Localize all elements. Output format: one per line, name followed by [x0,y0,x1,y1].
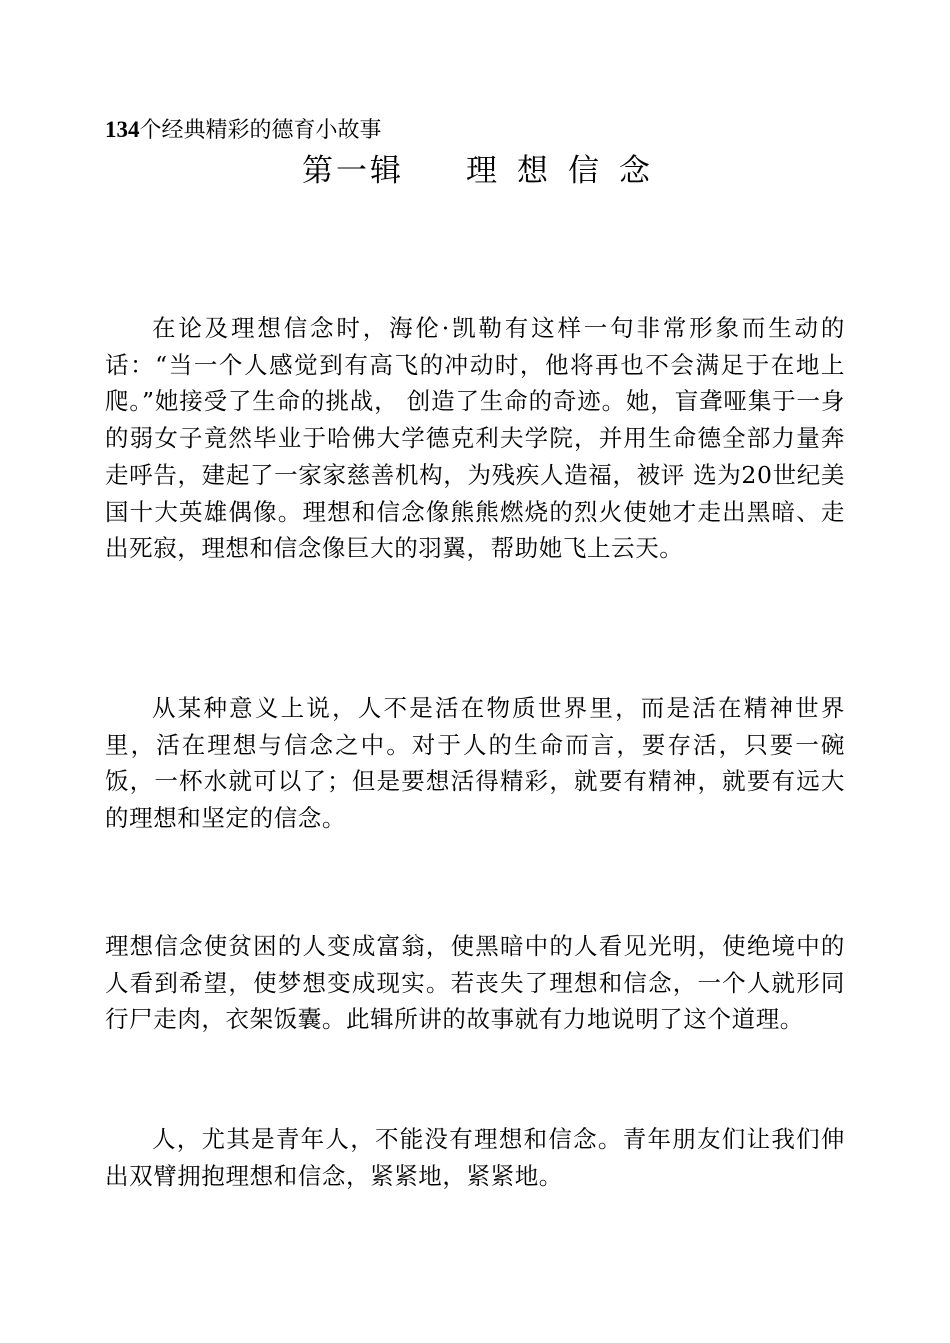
chapter-title [302,150,670,192]
series-title-number: 134 [105,117,140,142]
intro-paragraph-3: 理想信念使贫困的人变成富翁，使黑暗中的人看见光明，使绝境中的人看到希望，使梦想变成现实。若丧失了理想和信念，一个人就形同行尸走肉，衣架饭囊。此辑所讲的故事就有力地说明了这个道理。 [105,932,845,1034]
series-title [105,117,382,144]
series-title-text: 个经典精彩的德育小故事 [139,118,382,143]
intro-paragraph-4: 人，尤其是青年人，不能没有理想和信念。青年朋友们让我们伸出双臂拥抱理想和信念，紧紧地，紧紧地。 [105,1125,845,1190]
intro-paragraph-2: 从某种意义上说，人不是活在物质世界里，而是活在精神世界里，活在理想与信念之中。对于人的生命而言，要存活，只要一碗饭，一杯水就可以了；但是要想活得精彩，就要有精神，就要有远大的理想和坚定的信念。 [105,694,845,833]
chapter-theme: 理想信念 [466,153,670,189]
chapter-label: 第一辑 [302,153,404,189]
intro-paragraph-1: 在论及理想信念时，海伦·凯勒有这样一句非常形象而生动的话：“当一个人感觉到有高飞的冲动时，他将再也不会满足于在地上爬。”她接受了生命的挑战， 创造了生命的奇迹。她，盲聋哑集于一身的弱女子竟然毕业于哈佛大学德克利夫学院，并用生命德全部力量奔走呼告，建起了一家家慈善机构，为残疾人造福，被评 选为20世纪美国十大英雄偶像。理想和信念像熊熊燃烧的烈火使她才走出黑暗、走出死寂，理想和信念像巨大的羽翼，帮助她飞上云天。 [105,314,845,563]
